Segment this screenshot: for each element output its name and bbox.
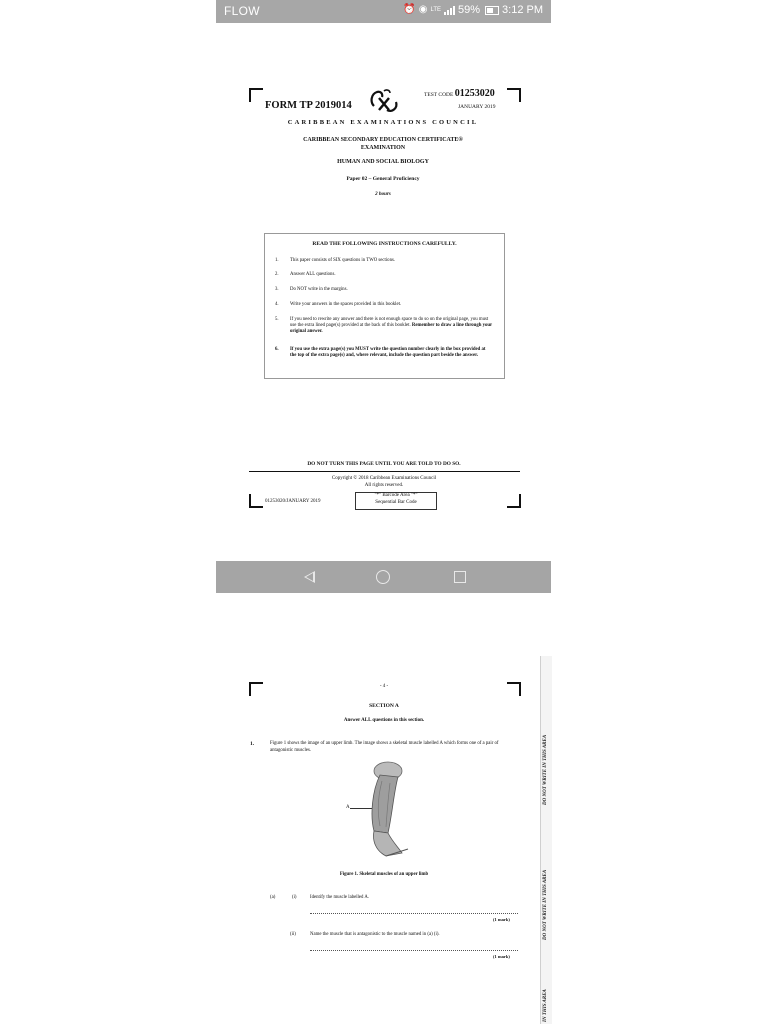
barcode-area — [355, 492, 437, 510]
answer-line[interactable] — [310, 950, 518, 951]
instruction-item: 2. Answer ALL questions. — [275, 272, 336, 277]
home-icon[interactable] — [376, 570, 390, 584]
instructions-title: READ THE FOLLOWING INSTRUCTIONS CAREFULLY. — [312, 241, 457, 247]
section-title: SECTION A — [369, 703, 399, 709]
test-code — [424, 88, 495, 99]
crop-mark — [249, 88, 263, 102]
upper-limb-figure — [358, 761, 410, 861]
back-icon[interactable] — [304, 571, 315, 583]
section-instruction: Answer ALL questions in this section. — [343, 718, 425, 723]
status-icons — [403, 4, 543, 16]
eye-comfort-icon: ◉ — [418, 4, 428, 15]
battery-icon — [485, 6, 499, 15]
examination-line: EXAMINATION — [360, 145, 406, 151]
barcode-line: Sequential Bar Code — [375, 499, 417, 505]
question-text: Figure 1 shows the image of an upper limb. The image shows a skeletal muscle labelled A which forms one of a pair of antagonistic muscles. — [270, 741, 499, 753]
question-a-ii: Name the muscle that is antagonistic to the muscle named in (a) (i). — [310, 932, 440, 937]
duration: 2 hours — [375, 192, 391, 197]
question-a-i: Identify the muscle labelled A. — [310, 895, 370, 900]
crop-mark — [249, 494, 263, 508]
test-code-value: 01253020 — [454, 88, 495, 99]
copyright-line: Copyright © 2018 Caribbean Examinations Council — [331, 476, 437, 481]
instruction-item: 6. If you use the extra page(s) you MUST write the question number clearly in the box provided at the top of the extra page(s) and, where relevant, include the question part beside the answer. — [275, 347, 486, 359]
margin-warning: IN THIS AREA — [543, 989, 548, 1022]
test-code-label: TEST CODE — [424, 92, 454, 98]
alarm-icon: ⏰ — [403, 4, 416, 15]
crop-mark — [507, 494, 521, 508]
instruction-item: 4. Write your answers in the spaces provided in this booklet. — [275, 302, 402, 307]
margin-warning: DO NOT WRITE IN THIS AREA — [543, 869, 548, 940]
question-number: 1. — [250, 741, 255, 747]
paper-title: Paper 02 – General Proficiency — [346, 176, 420, 182]
certificate-line: CARIBBEAN SECONDARY EDUCATION CERTIFICATE® — [303, 137, 463, 143]
instruction-emphasis: Remember to draw a line through your original answer. — [290, 323, 493, 335]
barcode-line: "*" Barcode Area "*" — [374, 493, 418, 498]
rights-line: All rights reserved. — [364, 482, 404, 488]
page-number: - 4 - — [379, 684, 389, 689]
certificate-title — [248, 136, 518, 152]
question-part-label: (a) — [270, 895, 276, 900]
mark-allocation: (1 mark) — [493, 917, 510, 922]
recent-apps-icon[interactable] — [454, 571, 466, 583]
footer-code: 01253020/JANUARY 2019 — [265, 499, 321, 504]
do-not-turn-notice: DO NOT TURN THIS PAGE UNTIL YOU ARE TOLD TO DO SO. — [307, 461, 461, 467]
cxc-logo — [368, 88, 400, 119]
clock: 3:12 PM — [502, 4, 543, 16]
form-code: FORM TP 2019014 — [265, 100, 352, 111]
navigation-bar — [216, 561, 551, 593]
question-subpart-label: (i) — [292, 895, 297, 900]
copyright — [250, 476, 518, 489]
lte-icon: LTE — [430, 7, 441, 13]
exam-date: JANUARY 2019 — [458, 104, 496, 110]
instruction-item: 5. If you need to rewrite any answer and there is not enough space to do so on the original page, you must use the extra lined page(s) provided at the back of this booklet. Remember to draw a line through your original answer. — [275, 317, 493, 335]
status-bar — [216, 0, 551, 23]
instructions-box — [264, 233, 505, 379]
margin-strip — [540, 656, 552, 1024]
council-name: CARIBBEAN EXAMINATIONS COUNCIL — [287, 119, 479, 126]
divider — [249, 471, 520, 472]
figure-caption: Figure 1. Skeletal muscles of an upper limb — [339, 872, 429, 877]
instruction-item: 1. This paper consists of SIX questions in TWO sections. — [275, 258, 396, 263]
subject-title: HUMAN AND SOCIAL BIOLOGY — [337, 159, 429, 165]
app-name: FLOW — [224, 4, 260, 18]
question-subpart-label: (ii) — [290, 932, 296, 937]
margin-warning: DO NOT WRITE IN THIS AREA — [543, 734, 548, 805]
mark-allocation: (1 mark) — [493, 954, 510, 959]
instruction-item: 3. Do NOT write in the margins. — [275, 287, 348, 292]
answer-line[interactable] — [310, 913, 518, 914]
signal-icon — [444, 5, 455, 15]
figure-label: A — [346, 805, 350, 810]
crop-mark — [507, 88, 521, 102]
battery-percent: 59% — [458, 4, 481, 16]
